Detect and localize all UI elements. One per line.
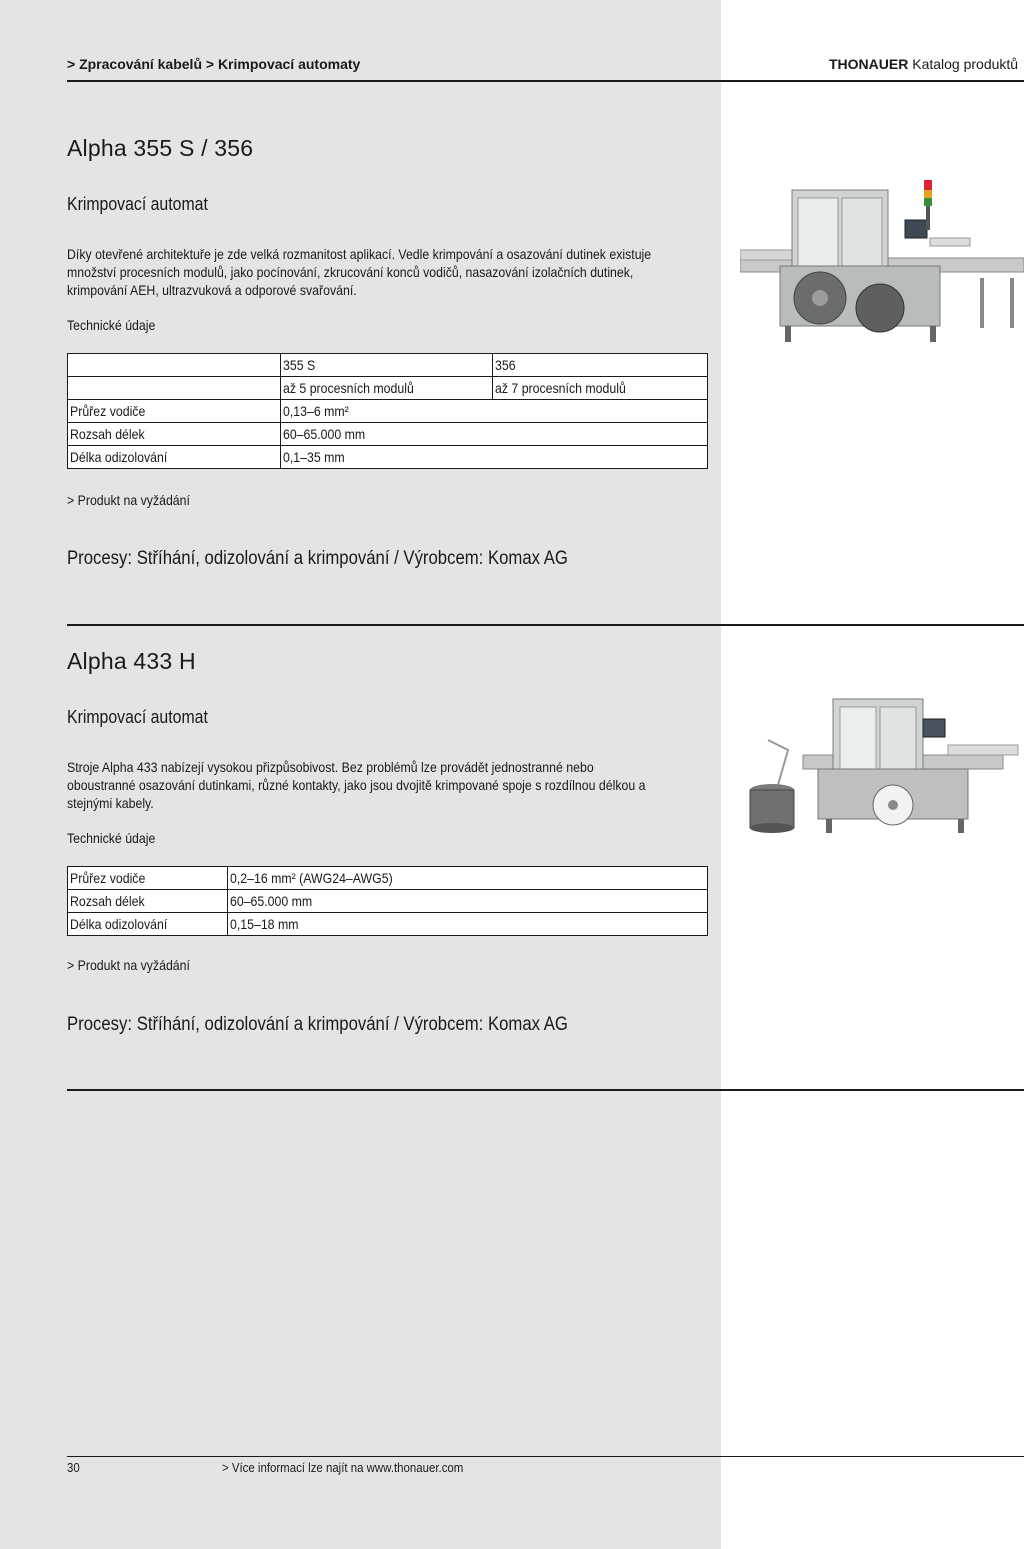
product-1-request-link[interactable]: > Produkt na vyžádání [67, 492, 190, 508]
product-2-tech-label: Technické údaje [67, 830, 156, 846]
brand-name: THONAUER [829, 56, 909, 72]
description-line: stejnými kabely. [67, 795, 154, 811]
table-cell [68, 354, 281, 377]
product-2-title: Alpha 433 H [67, 648, 196, 674]
table-cell: až 5 procesních modulů [280, 377, 493, 400]
product-1-spec-table [67, 353, 708, 469]
table-cell: Rozsah délek [68, 890, 228, 913]
crimping-machine-photo-2 [748, 695, 1020, 840]
table-cell: 355 S [280, 354, 493, 377]
catalog-label: Katalog produktů [912, 56, 1019, 72]
table-cell: 356 [493, 354, 708, 377]
table-cell: 60–65.000 mm [227, 890, 707, 913]
header-divider [67, 80, 1024, 82]
footer-divider [67, 1456, 1024, 1457]
section-divider [67, 624, 1024, 626]
breadcrumb[interactable]: > Zpracování kabelů > Krimpovací automaty [67, 56, 361, 72]
table-cell: Průřez vodiče [68, 867, 228, 890]
table-cell: 0,1–35 mm [280, 446, 707, 469]
description-line: Stroje Alpha 433 nabízejí vysokou přizpůsobivost. Bez problémů lze provádět jednostranné nebo [67, 759, 594, 775]
table-cell: Délka odizolování [68, 446, 281, 469]
product-1-description [67, 245, 709, 299]
table-row [68, 423, 708, 446]
product-2-spec-table [67, 866, 708, 936]
table-cell: Rozsah délek [68, 423, 281, 446]
table-row [68, 890, 708, 913]
table-cell: Délka odizolování [68, 913, 228, 936]
product-1-process-line: Procesy: Stříhání, odizolování a krimpování / Výrobcem: Komax AG [67, 548, 568, 569]
description-line: oboustranné osazování dutinkami, různé kontakty, jako jsou dvojitě krimpované spoje s rozdílnou délkou a [67, 777, 646, 793]
product-2-subtitle: Krimpovací automat [67, 707, 208, 727]
product-1-title: Alpha 355 S / 356 [67, 135, 254, 161]
product-2-description [67, 758, 709, 812]
table-row [68, 377, 708, 400]
table-row [68, 867, 708, 890]
table-row [68, 400, 708, 423]
table-cell: Průřez vodiče [68, 400, 281, 423]
table-row [68, 446, 708, 469]
crimping-machine-photo-1 [740, 178, 1024, 353]
product-2-request-link[interactable]: > Produkt na vyžádání [67, 957, 190, 973]
table-cell: 0,2–16 mm² (AWG24–AWG5) [227, 867, 707, 890]
table-row [68, 354, 708, 377]
table-cell: 0,13–6 mm² [280, 400, 707, 423]
table-row [68, 913, 708, 936]
catalog-title [829, 56, 1018, 72]
table-cell: až 7 procesních modulů [493, 377, 708, 400]
page-number: 30 [67, 1460, 80, 1475]
table-cell: 60–65.000 mm [280, 423, 707, 446]
product-1-tech-label: Technické údaje [67, 317, 156, 333]
description-line: krimpování AEH, ultrazvuková a odporové svařování. [67, 282, 357, 298]
table-cell: 0,15–18 mm [227, 913, 707, 936]
section-divider [67, 1089, 1024, 1091]
description-line: množství procesních modulů, jako pocínování, zkrucování konců vodičů, nasazování izolačních dutinek, [67, 264, 634, 280]
product-1-subtitle: Krimpovací automat [67, 194, 208, 214]
product-2-process-line: Procesy: Stříhání, odizolování a krimpování / Výrobcem: Komax AG [67, 1014, 568, 1035]
description-line: Díky otevřené architektuře je zde velká rozmanitost aplikací. Vedle krimpování a osazování dutinek existuje [67, 246, 652, 262]
more-info-link[interactable]: > Více informací lze najít na www.thonauer.com [222, 1460, 464, 1475]
table-cell [68, 377, 281, 400]
